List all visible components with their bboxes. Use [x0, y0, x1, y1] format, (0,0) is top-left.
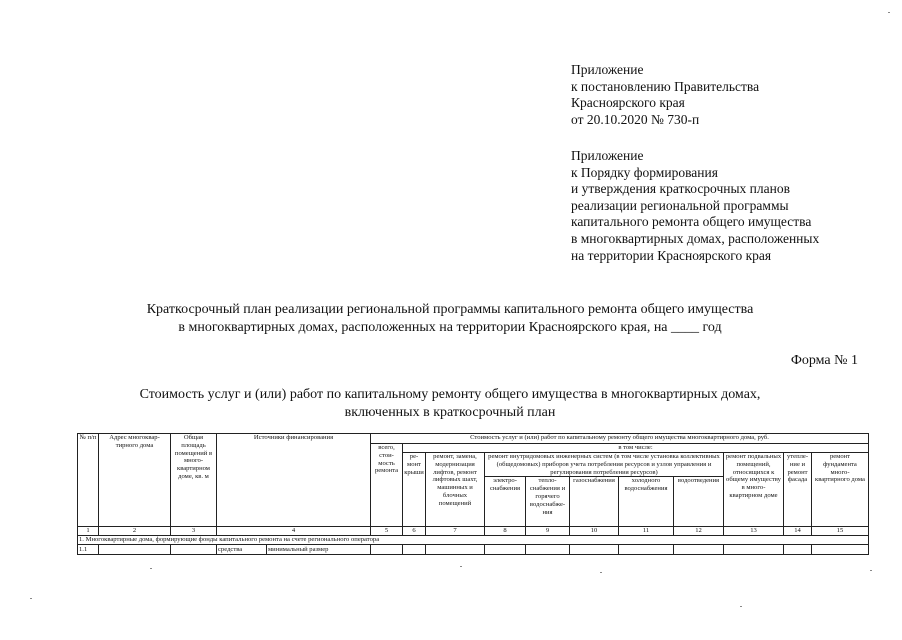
table-cell	[99, 545, 171, 555]
header-including: в том числе:	[403, 444, 869, 453]
cost-title	[60, 386, 840, 421]
appendix-line: Приложение	[571, 148, 644, 163]
column-number: 7	[426, 527, 485, 536]
table-cell	[674, 545, 724, 555]
header-gas: газоснабжения	[570, 477, 619, 527]
form-number: Форма № 1	[790, 353, 858, 368]
appendix-line: Красноярского края	[571, 95, 685, 111]
funding-source: средства	[217, 545, 267, 555]
column-number: 12	[674, 527, 724, 536]
header-num: № п/п	[78, 434, 99, 527]
header-lifts: ремонт, замена, модернизация лифтов, ремонт лифтовых шахт, машинных и блочных помещений	[426, 453, 485, 527]
header-drainage: водоотведения	[674, 477, 724, 527]
section-heading: 1. Многоквартирные дома, формирующие фонды капитального ремонта на счете регионального оператора	[78, 536, 869, 545]
appendix-line: к Порядку формирования	[571, 164, 718, 180]
scan-speck	[30, 598, 32, 599]
column-number: 9	[526, 527, 570, 536]
appendix-to-procedure	[571, 148, 819, 264]
header-total: всего, стои- мость ремонта	[371, 444, 403, 527]
table-cell	[526, 545, 570, 555]
header-heat: тепло- снабжения и горячего водоснабже- ния	[526, 477, 570, 527]
appendix-line: и утверждения краткосрочных планов	[571, 181, 790, 197]
header-cost: Стоимость услуг и (или) работ по капитальному ремонту общего имущества многоквартирного дома, руб.	[371, 434, 869, 444]
column-number: 1	[78, 527, 99, 536]
table-cell	[426, 545, 485, 555]
plan-title-line: в многоквартирных домах, расположенных на территории Красноярского края, на ____ год	[178, 319, 722, 335]
table-cell	[784, 545, 812, 555]
scan-speck	[460, 566, 462, 567]
column-number: 2	[99, 527, 171, 536]
column-number: 5	[371, 527, 403, 536]
header-basement: ремонт подвальных помещений, относящихся к общему имуществу в много- квартирном доме	[724, 453, 784, 527]
column-number: 8	[485, 527, 526, 536]
scan-speck	[600, 572, 602, 573]
header-foundation: ремонт фундамента много- квартирного дома	[812, 453, 869, 527]
plan-title	[60, 301, 840, 336]
table-cell	[403, 545, 426, 555]
table-cell	[570, 545, 619, 555]
header-facade: утепле- ние и ремонт фасада	[784, 453, 812, 527]
cost-title-line: включенных в краткосрочный план	[344, 404, 556, 420]
cost-title-line: Стоимость услуг и (или) работ по капитальному ремонту общего имущества в многоквартирных домах,	[139, 387, 761, 402]
header-address: Адрес многоквар- тирного дома	[99, 434, 171, 527]
scan-speck	[150, 568, 152, 569]
header-roof: ре- монт крыши	[403, 453, 426, 527]
table-cell	[724, 545, 784, 555]
header-area: Общая площадь помещений в много- квартирном доме, кв. м	[171, 434, 217, 527]
row-number: 1.1	[78, 545, 99, 555]
appendix-line: капитального ремонта общего имущества	[571, 214, 812, 230]
scan-speck	[740, 606, 742, 607]
column-number: 11	[619, 527, 674, 536]
column-number: 15	[812, 527, 869, 536]
header-engineering-systems: ремонт внутридомовых инженерных систем (в том числе установка коллективных (общедомовых) приборов учета потребления ресурсов и узлов управления и регулирования потребления ресурсов)	[485, 453, 724, 477]
appendix-line: в многоквартирных домах, расположенных	[571, 230, 820, 246]
scan-speck	[870, 570, 872, 571]
appendix-line: Приложение	[571, 62, 644, 77]
table-cell	[619, 545, 674, 555]
column-number: 14	[784, 527, 812, 536]
appendix-line: на территории Красноярского края	[571, 247, 772, 263]
header-sources: Источники финансирования	[217, 434, 371, 527]
appendix-line: от 20.10.2020 № 730-п	[571, 111, 700, 127]
appendix-line: к постановлению Правительства	[571, 78, 760, 94]
column-number: 6	[403, 527, 426, 536]
appendix-line: реализации региональной программы	[571, 197, 789, 213]
appendix-to-resolution	[571, 62, 759, 128]
funding-source-sub: минимальный размер	[267, 545, 371, 555]
table-cell	[371, 545, 403, 555]
column-number: 10	[570, 527, 619, 536]
table-cell	[485, 545, 526, 555]
plan-title-line: Краткосрочный план реализации региональной программы капитального ремонта общего имущества	[146, 302, 754, 317]
column-number: 13	[724, 527, 784, 536]
column-number: 4	[217, 527, 371, 536]
header-electric: электро- снабжения	[485, 477, 526, 527]
table-cell	[171, 545, 217, 555]
header-cold-water: холодного водоснабжения	[619, 477, 674, 527]
cost-table	[77, 433, 869, 555]
column-number: 3	[171, 527, 217, 536]
scan-speck	[888, 12, 890, 13]
table-cell	[812, 545, 869, 555]
